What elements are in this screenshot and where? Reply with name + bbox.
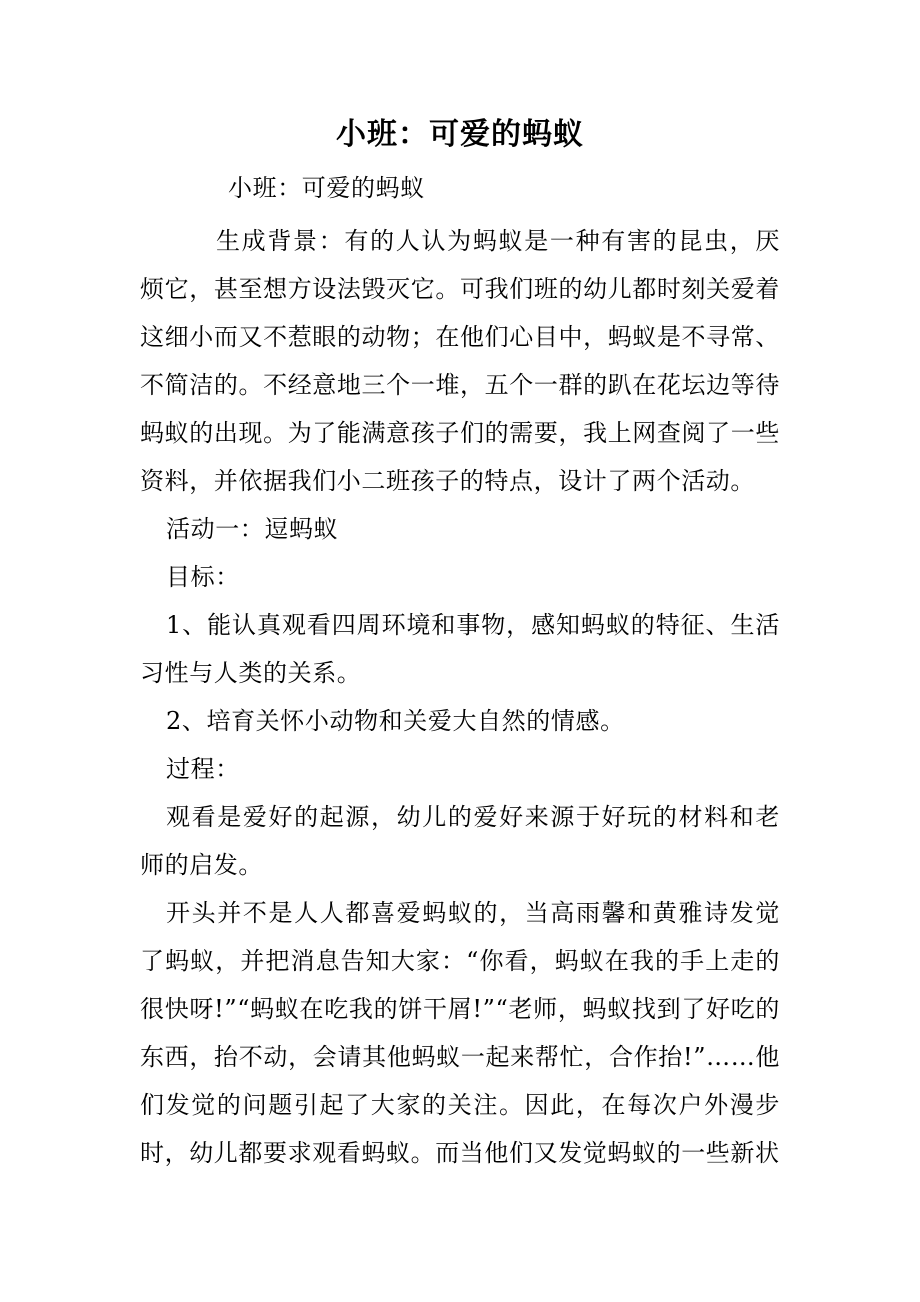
paragraph-goals-heading: 目标： [166, 563, 240, 591]
paragraph-process-heading: 过程： [166, 755, 240, 783]
paragraph-process-2: 开头并不是人人都喜爱蚂蚁的，当高雨馨和黄雅诗发觉了蚂蚁，并把消息告知大家：“你看，蚂蚁在我的手上走的很快呀!”“蚂蚁在吃我的饼干屑!”“老师，蚂蚁找到了好吃的东西，抬不动，会请其他蚂蚁一起来帮忙，合作抬!”……他们发觉的问题引起了大家的关注。因此，在每次户外漫步时，幼儿都要求观看蚂蚁。而当他们又发觉蚂蚁的一些新状 [140, 899, 780, 1167]
document-title: 小班：可爱的蚂蚁 [336, 117, 584, 152]
paragraph-process-1: 观看是爱好的起源，幼儿的爱好来源于好玩的材料和老师的启发。 [140, 803, 780, 879]
paragraph-background: 生成背景：有的人认为蚂蚁是一种有害的昆虫，厌烦它，甚至想方设法毁灭它。可我们班的幼儿都时刻关爱着这细小而又不惹眼的动物；在他们心目中，蚂蚁是不寻常、不简洁的。不经意地三个一堆，五个一群的趴在花坛边等待蚂蚁的出现。为了能满意孩子们的需要，我上网查阅了一些资料，并依据我们小二班孩子的特点，设计了两个活动。 [140, 227, 780, 495]
document-subtitle: 小班：可爱的蚂蚁 [228, 174, 425, 202]
document-body [140, 164, 780, 1177]
paragraph-activity-one: 活动一：逗蚂蚁 [166, 515, 339, 543]
paragraph-goal-1: 1、能认真观看四周环境和事物，感知蚂蚁的特征、生活习性与人类的关系。 [140, 611, 780, 687]
paragraph-goal-2: 2、培育关怀小动物和关爱大自然的情感。 [166, 707, 625, 735]
